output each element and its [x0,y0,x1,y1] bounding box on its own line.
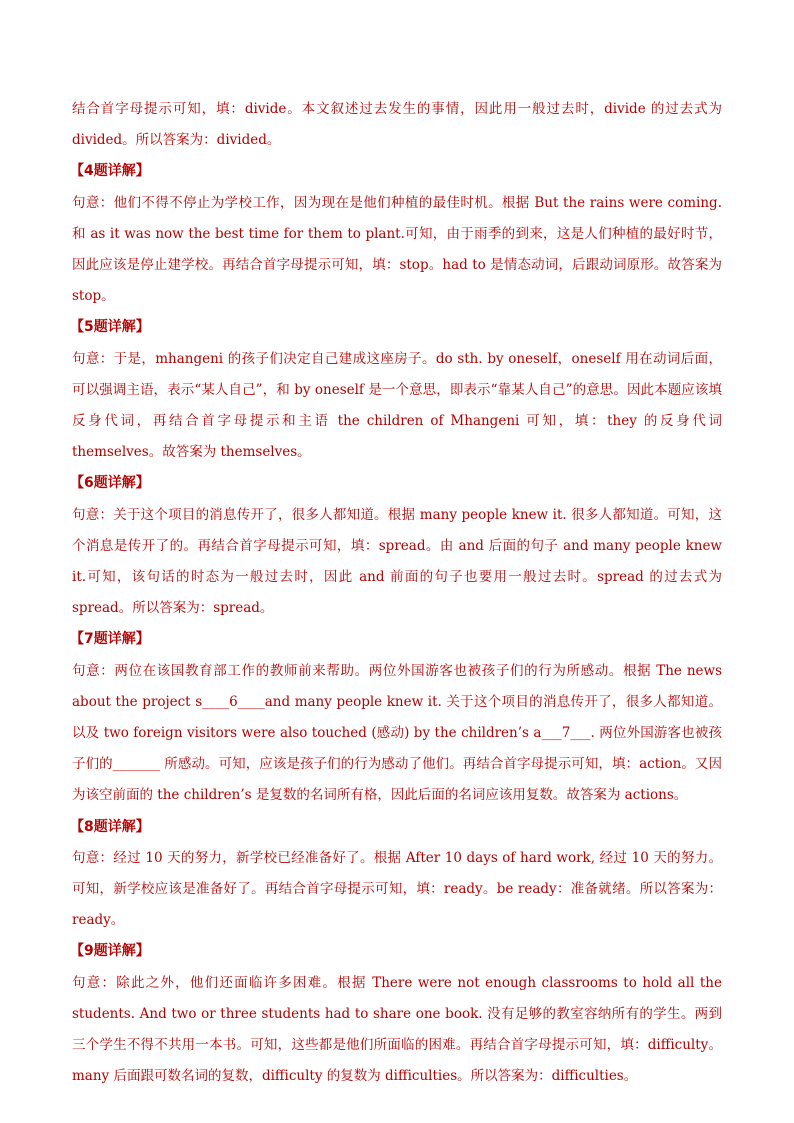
q7-text-part-3: . 两位外国游客也被孩子们的 [72,725,722,773]
heading-question-7: 【7题详解】 [70,631,150,648]
q7-text-part-2: and many people knew it. 关于这个项目的消息传开了，很多人都知道。以及 two foreign visitors were also touched (感动) by the children’s a [72,693,722,742]
heading-question-5: 【5题详解】 [70,319,150,336]
q7-text-part-4: 所感动。可知，应该是孩子们的行为感动了他们。再结合首字母提示可知，填：action。又因为该空前面的 the children’s 是复数的名词所有格，因此后面的名词应该用复数。故答案为 actions。 [72,756,723,804]
paragraph-question-9: 句意：除此之外，他们还面临许多困难。根据 There were not enough classrooms to hold all the students. And two or three students had to share one book. 没有足够的教室容纳所有的学生。两到三个学生不得不共用一本书。可知，这些都是他们所面临的困难。再结合首字母提示可知，填：difficulty。many 后面跟可数名词的复数，difficulty 的复数为 difficulties。所以答案为：difficulties。 [72,974,722,1085]
heading-question-8: 【8题详解】 [70,818,150,835]
heading-question-4: 【4题详解】 [70,163,150,180]
paragraph-question-7 [72,656,722,812]
paragraph-question-4: 句意：他们不得不停止为学校工作，因为现在是他们种植的最佳时机。根据 But the rains were coming. 和 as it was now the best time for them to plant.可知，由于雨季的到来，这是人们种植的最好时节，因此应该是停止建学校。再结合首字母提示可知，填：stop。had to 是情态动词，后跟动词原形。故答案为 stop。 [72,194,722,305]
paragraph-question-5: 句意：于是，mhangeni 的孩子们决定自己建成这座房子。do sth. by oneself，oneself 用在动词后面，可以强调主语，表示“某人自己”，和 by oneself 是一个意思，即表示“靠某人自己”的意思。因此本题应该填反身代词，再结合首字母提示和主语 the children of Mhangeni 可知，填：they 的反身代词 themselves。故答案为 themselves。 [72,350,722,461]
q7-blank-6: ____6____ [202,693,265,710]
q7-blank-7: ___7___ [541,725,591,742]
heading-question-6: 【6题详解】 [70,475,150,492]
paragraph-3-continuation: 结合首字母提示可知，填：divide。本文叙述过去发生的事情，因此用一般过去时，divide 的过去式为 divided。所以答案为：divided。 [72,101,722,149]
heading-question-9: 【9题详解】 [70,943,150,960]
q7-blank-empty: _______ [112,756,160,773]
q7-text-part-1: 句意：两位在该国教育部工作的教师前来帮助。两位外国游客也被孩子们的行为所感动。根据 The news about the project s [72,662,722,710]
document-page [72,94,722,1093]
paragraph-question-6: 句意：关于这个项目的消息传开了，很多人都知道。根据 many people knew it. 很多人都知道。可知，这个消息是传开了的。再结合首字母提示可知，填：spread。由 and 后面的句子 and many people knew it.可知，该句话的时态为一般过去时，因此 and 前面的句子也要用一般过去时。spread 的过去式为 spread。所以答案为：spread。 [72,506,722,617]
paragraph-question-8: 句意：经过 10 天的努力，新学校已经准备好了。根据 After 10 days of hard work, 经过 10 天的努力。可知，新学校应该是准备好了。再结合首字母提示可知，填：ready。be ready：准备就绪。所以答案为：ready。 [72,849,722,929]
